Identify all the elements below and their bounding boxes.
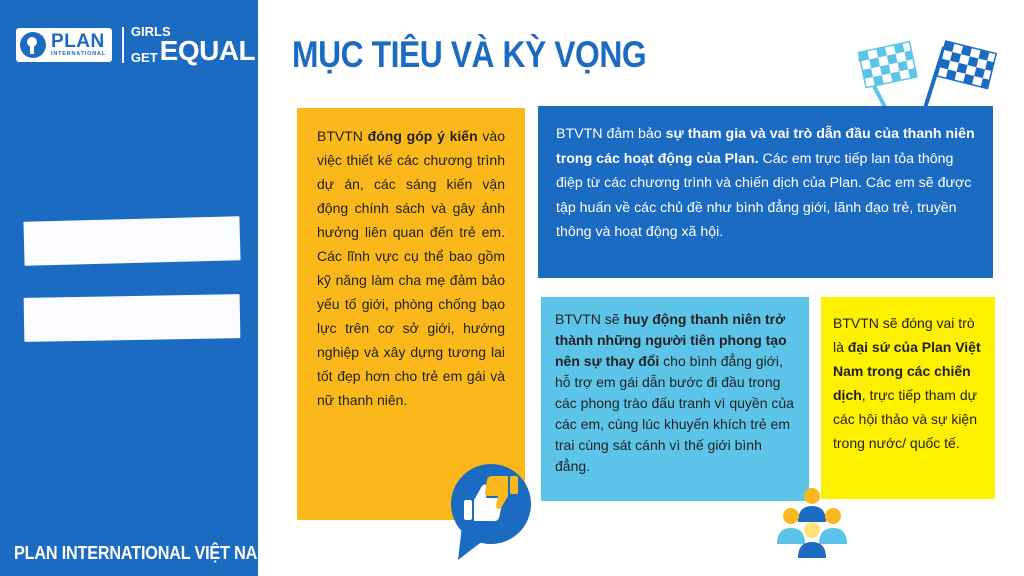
decorative-stripe bbox=[24, 294, 241, 342]
ge-line2: GET bbox=[130, 49, 158, 65]
goal-box-yellow bbox=[821, 297, 995, 499]
orange-text-bold: đóng góp ý kiến bbox=[367, 128, 478, 144]
footer-org-name: PLAN INTERNATIONAL VIỆT NAM bbox=[14, 543, 271, 563]
light-text-post: cho bình đẳng giới, hỗ trợ em gái dẫn bước đi đầu trong các phong trào đấu tranh vì quyền của các em, cùng lúc khuyến khích trẻ em trai cùng sát cánh vì thế giới bình đẳng. bbox=[555, 353, 794, 474]
plan-emblem-icon bbox=[20, 32, 46, 58]
light-text-bold: huy động thanh niên trở thành những người tiên phong tạo nên sự thay đổi bbox=[555, 311, 787, 369]
light-text-pre: BTVTN sẽ bbox=[555, 311, 624, 327]
yellow-text-bold: đại sứ của Plan Việt Nam trong các chiến dịch bbox=[833, 339, 981, 403]
decorative-stripe bbox=[23, 216, 240, 266]
girls-get-equal-logo bbox=[131, 26, 255, 64]
blue-text-pre: BTVTN đảm bảo bbox=[556, 126, 666, 142]
thumbs-feedback-bubble-icon bbox=[448, 462, 534, 562]
plan-word: PLAN bbox=[51, 31, 105, 53]
orange-text-pre: BTVTN bbox=[317, 128, 368, 144]
yellow-text-pre: BTVTN sẽ đóng vai trò là bbox=[833, 315, 975, 355]
orange-text-post: vào việc thiết kế các chương trình dự án, các sáng kiến vận động chính sách và gây ảnh hưởng liên quan đến trẻ em. Các lĩnh vực cụ thể bao gồm kỹ năng làm cha mẹ đảm bảo yếu tố giới, phòng chống bạo lực trên cơ sở giới, hướng nghiệp và xây dựng tương lai tốt đẹp hơn cho trẻ em gái và nữ thanh niên. bbox=[317, 128, 505, 408]
plan-international-logo bbox=[16, 28, 112, 62]
sidebar-panel bbox=[0, 0, 271, 576]
ge-big: EQUAL bbox=[159, 34, 256, 66]
page-title: MỤC TIÊU VÀ KỲ VỌNG bbox=[292, 34, 647, 75]
plan-sub: INTERNATIONAL bbox=[51, 51, 106, 58]
logo-divider bbox=[122, 27, 124, 63]
yellow-text-post: , trực tiếp tham dự các hội thảo và sự kiện trong nước/ quốc tế. bbox=[833, 387, 978, 451]
blue-text-post: Các em trực tiếp lan tỏa thông điệp từ các chương trình và chiến dịch của Plan. Các em sẽ được tập huấn về các chủ đề như bình đẳng giới, lãnh đạo trẻ, truyền thông và hoạt động xã hội. bbox=[556, 150, 972, 240]
goal-box-light-blue bbox=[541, 297, 809, 501]
plan-girls-get-equal-logo bbox=[16, 26, 255, 64]
ge-line1: GIRLS bbox=[130, 24, 171, 39]
blue-text-bold: sự tham gia và vai trò dẫn đầu của thanh niên trong các hoạt động của Plan. bbox=[556, 126, 975, 167]
goal-box-orange bbox=[297, 108, 525, 520]
goal-box-blue bbox=[538, 106, 993, 278]
people-group-icon bbox=[774, 486, 850, 558]
